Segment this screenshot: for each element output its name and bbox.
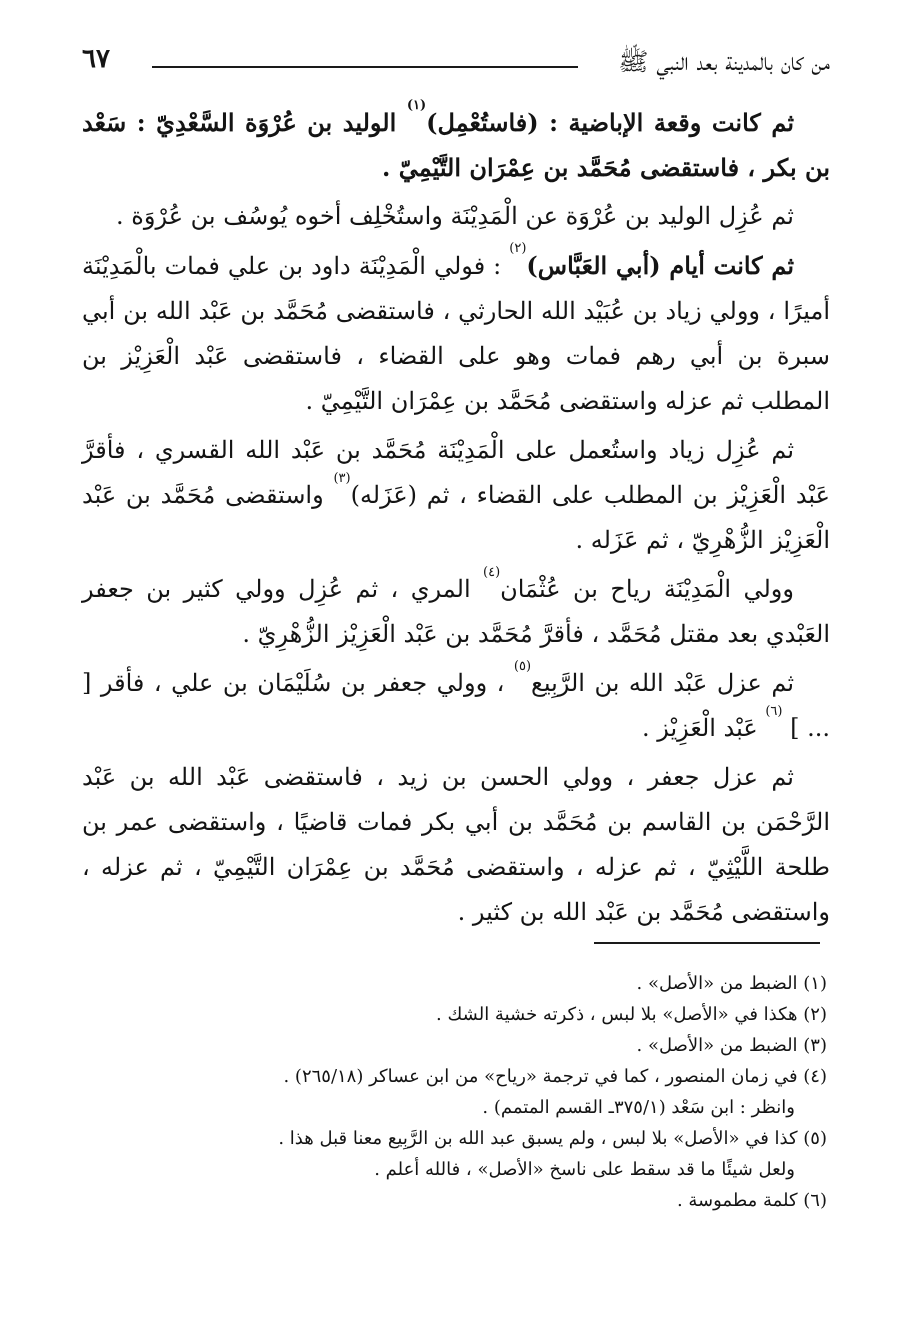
footnote-ref-6[interactable]: (٦) <box>765 704 783 719</box>
footnote-6: (٦) كلمة مطموسة . <box>676 1190 827 1211</box>
footnotes <box>82 968 827 1216</box>
footnote-5: (٥) كذا في «الأصل» بلا لبس ، ولم يسبق عبد الله بن الرَّبِيع معنا قبل هذا . <box>278 1128 827 1149</box>
running-title: من كان بالمدينة بعد النبي ﷺ <box>618 47 830 76</box>
footnote-4-continued: وانظر : ابن سَعْد (٣٧٥/١ـ القسم المتمم) . <box>482 1097 795 1118</box>
paragraph-2: ثم عُزِل الوليد بن عُرْوَة عن الْمَدِيْنَة واستُخْلِف أخوه يُوسُف بن عُرْوَة . <box>116 202 794 230</box>
footnote-1: (١) الضبط من «الأصل» . <box>636 973 827 994</box>
footnote-ref-2[interactable]: (٢) <box>509 241 527 256</box>
footnote-4: (٤) في زمان المنصور ، كما في ترجمة «رياح» من ابن عساكر (٢٦٥/١٨) . <box>283 1066 827 1087</box>
footnote-ref-4[interactable]: (٤) <box>483 565 501 580</box>
footnote-separator <box>594 942 820 944</box>
paragraph-3: ثم كانت أيام (أبي العَبَّاس)$^{(٢)}$ : فولي الْمَدِيْنَة داود بن علي فمات بالْمَدِيْنَة أميرًا ، وولي زياد بن عُبَيْد الله الحارثي ، فاستقضى مُحَمَّد بن عَبْد الله بن أبي سبرة بن أبي رهم فمات وهو على القضاء ، فاستقضى عَبْد الْعَزِيْز بن المطلب ثم عزله واستقضى مُحَمَّد بن عِمْرَان التَّيْمِيّ . <box>82 241 831 415</box>
paragraph-1: ثم كانت وقعة الإباضية : (فاستُعْمِل)$^{(١)}$ الوليد بن عُرْوَة السَّعْدِيّ : سَعْد بن بكر ، فاستقضى مُحَمَّد بن عِمْرَان التَّيْمِيّ . <box>82 98 830 182</box>
page-header <box>82 44 830 84</box>
paragraph-4: ثم عُزِل زياد واستُعمل على الْمَدِيْنَة مُحَمَّد بن عَبْد الله القسري ، فأقرَّ عَبْد الْعَزِيْز بن المطلب على القضاء ، ثم (عَزَله)$^{(٣)}$ واستقضى مُحَمَّد بن عَبْد الْعَزِيْز الزُّهْرِيّ ، ثم عَزَله . <box>82 436 830 554</box>
footnote-2: (٢) هكذا في «الأصل» بلا لبس ، ذكرته خشية الشك . <box>436 1004 827 1025</box>
footnote-5-continued: ولعل شيئًا ما قد سقط على ناسخ «الأصل» ، فالله أعلم . <box>374 1159 795 1180</box>
page-number: ٦٧ <box>82 44 110 74</box>
footnote-3: (٣) الضبط من «الأصل» . <box>636 1035 827 1056</box>
header-rule <box>152 66 578 68</box>
footnote-ref-5[interactable]: (٥) <box>513 659 532 674</box>
paragraph-7: ثم عزل جعفر ، وولي الحسن بن زيد ، فاستقضى عَبْد الله بن عَبْد الرَّحْمَن بن القاسم بن مُحَمَّد بن أبي بكر فمات قاضيًا ، واستقضى عمر بن طلحة اللَّيْثِيّ ، ثم عزله ، واستقضى مُحَمَّد بن عِمْرَان التَّيْمِيّ ، ثم عزله ، واستقضى مُحَمَّد بن عَبْد الله بن كثير . <box>82 763 830 926</box>
footnote-ref-1[interactable]: (١) <box>406 98 427 113</box>
paragraph-5: وولي الْمَدِيْنَة رياح بن عُثْمَان$^{(٤)}$ المري ، ثم عُزِل وولي كثير بن جعفر العَبْدي بعد مقتل مُحَمَّد ، فأقرَّ مُحَمَّد بن عَبْد الْعَزِيْز الزُّهْرِيّ . <box>82 565 830 648</box>
main-text <box>82 100 830 939</box>
footnote-ref-3[interactable]: (٣) <box>333 471 351 486</box>
paragraph-6: ثم عزل عَبْد الله بن الرَّبِيع$^{(٥)}$ ، وولي جعفر بن سُلَيْمَان بن علي ، فأقر [ ... ] $^{(٦)}$ عَبْد الْعَزِيْز . <box>82 659 830 742</box>
